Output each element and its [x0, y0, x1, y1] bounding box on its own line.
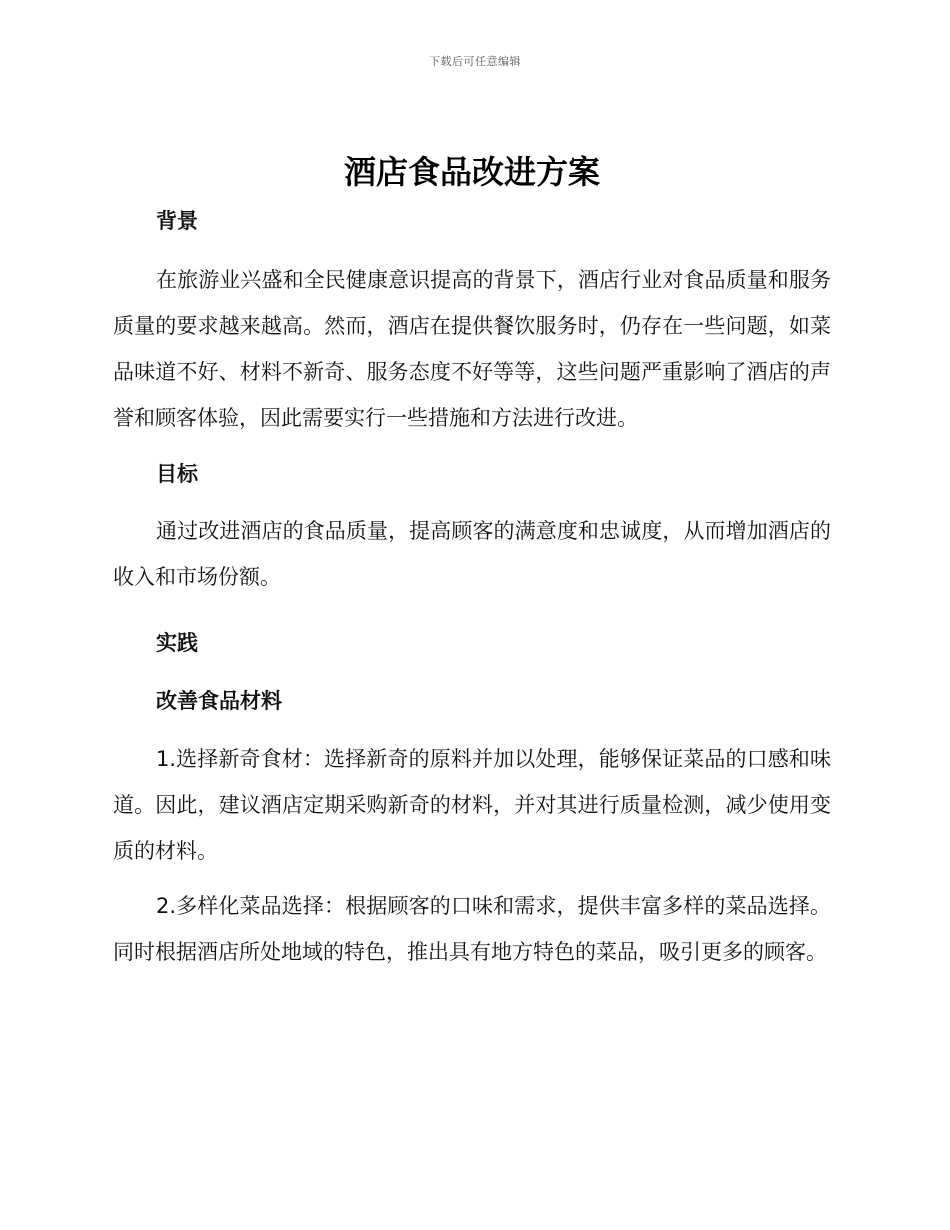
- section-heading-goal: 目标: [156, 462, 198, 486]
- goal-paragraph: 通过改进酒店的食品质量，提高顾客的满意度和忠诚度，从而增加酒店的收入和市场份额。: [113, 519, 831, 589]
- ingredients-item-2: 2.多样化菜品选择：根据顾客的口味和需求，提供丰富多样的菜品选择。同时根据酒店所处地域的特色，推出具有地方特色的菜品，吸引更多的顾客。: [113, 894, 831, 964]
- section-heading-background: 背景: [156, 209, 198, 233]
- section-heading-ingredients: 改善食品材料: [156, 689, 282, 713]
- section-heading-practice: 实践: [156, 631, 198, 655]
- document-title: 酒店食品改进方案: [343, 153, 600, 191]
- document-body: [113, 150, 831, 975]
- header-note: 下载后可任意编辑: [429, 55, 521, 68]
- ingredients-item-1: 1.选择新奇食材：选择新奇的原料并加以处理，能够保证菜品的口感和味道。因此，建议酒店定期采购新奇的材料，并对其进行质量检测，减少使用变质的材料。: [113, 747, 831, 863]
- background-paragraph: 在旅游业兴盛和全民健康意识提高的背景下，酒店行业对食品质量和服务质量的要求越来越高。然而，酒店在提供餐饮服务时，仍存在一些问题，如菜品味道不好、材料不新奇、服务态度不好等等，这些问题严重影响了酒店的声誉和顾客体验，因此需要实行一些措施和方法进行改进。: [113, 268, 831, 430]
